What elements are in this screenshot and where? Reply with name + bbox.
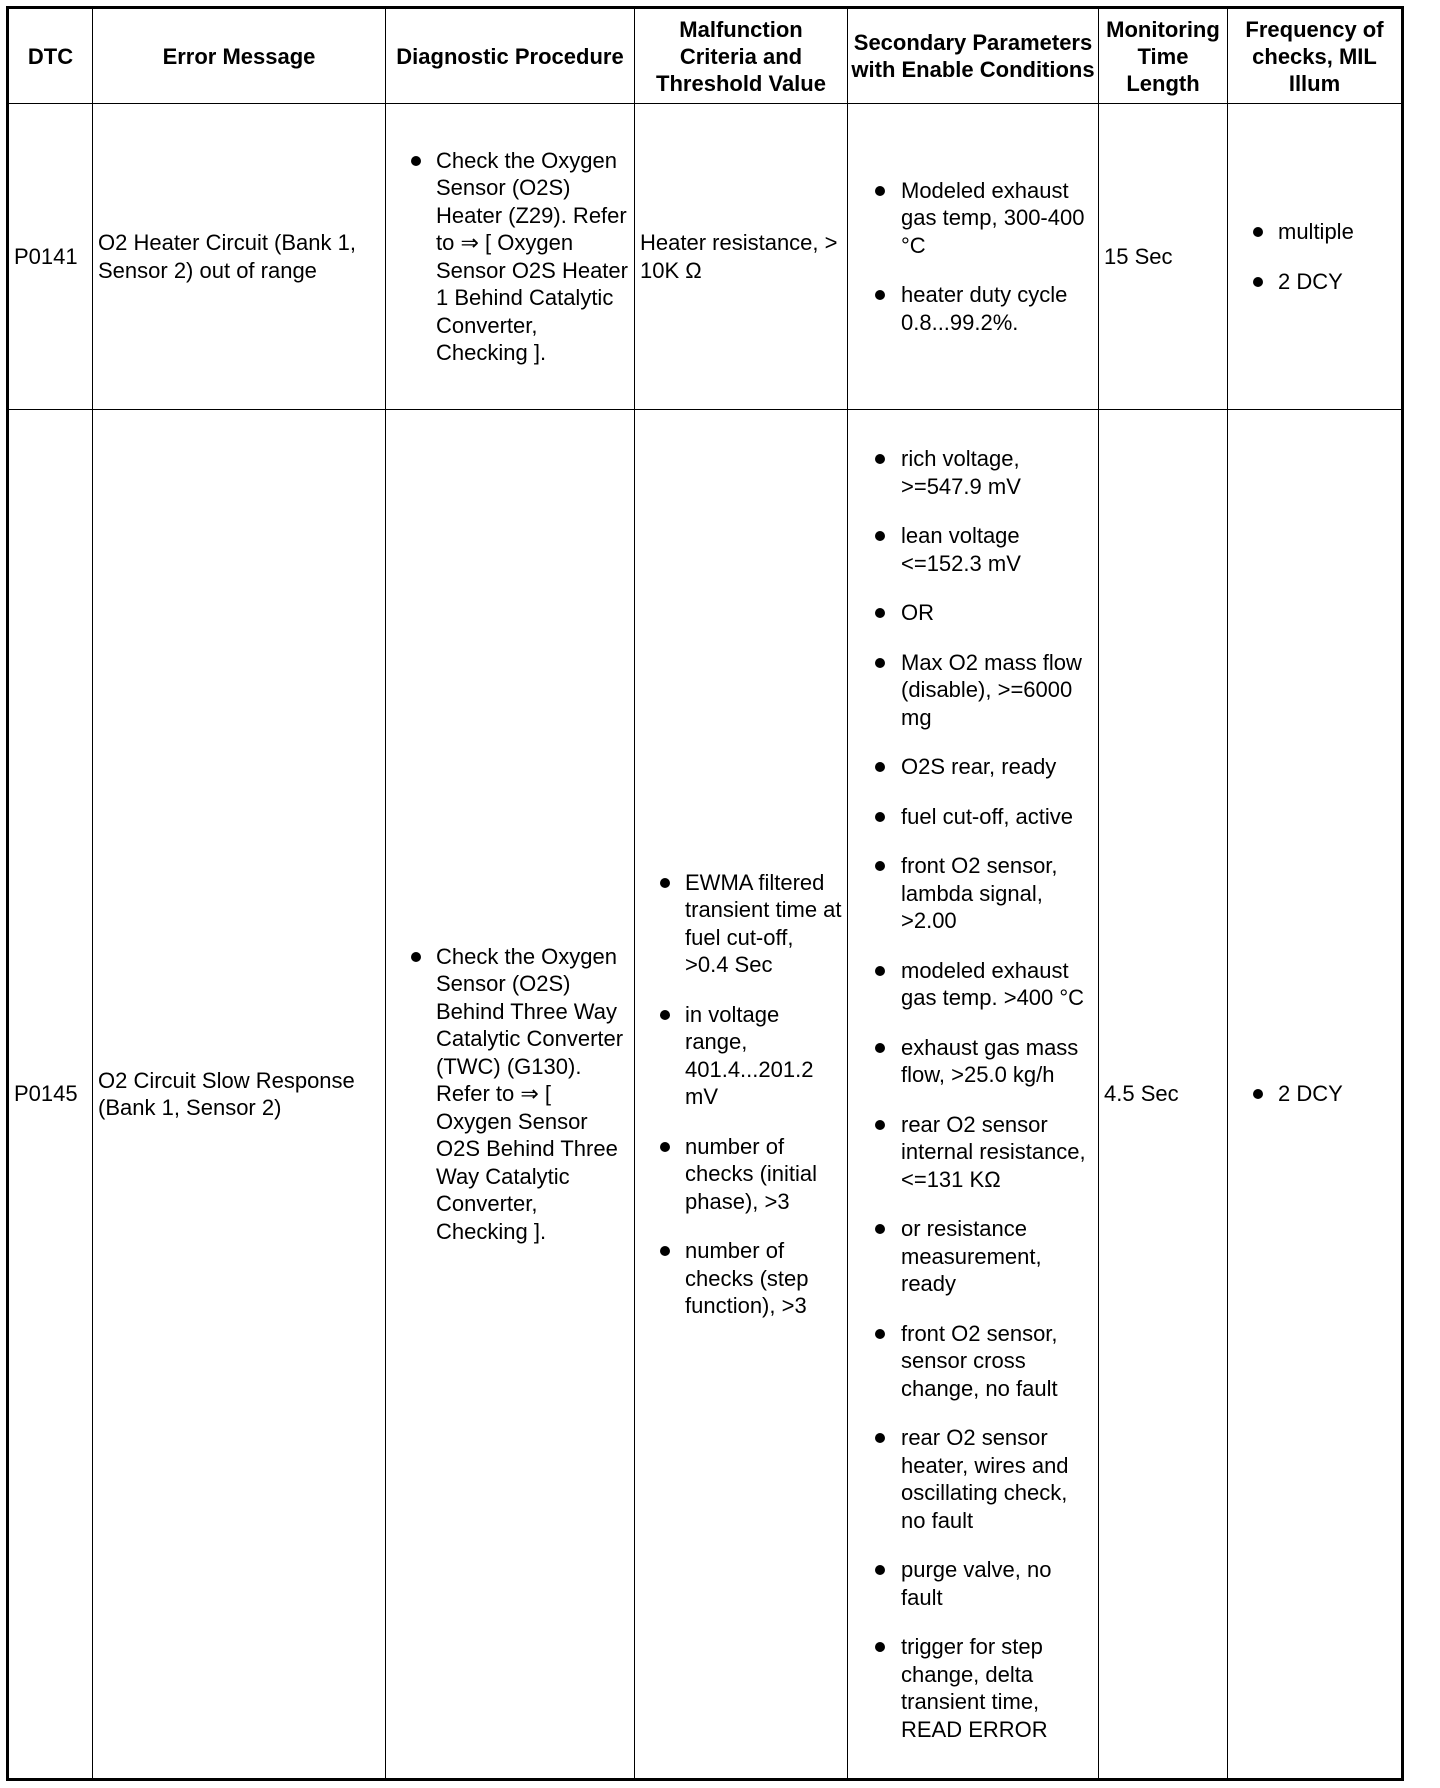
malfunction-criteria bbox=[635, 410, 848, 1780]
bullet-icon bbox=[411, 952, 421, 962]
list-item-text: front O2 sensor, lambda signal, >2.00 bbox=[901, 853, 1058, 933]
bullet-icon bbox=[1253, 277, 1263, 287]
list-item bbox=[853, 1320, 1093, 1403]
list-item bbox=[853, 1424, 1093, 1534]
list-item bbox=[853, 522, 1093, 577]
list-item bbox=[853, 445, 1093, 500]
list-item-text: exhaust gas mass flow, >25.0 kg/h bbox=[901, 1034, 1079, 1087]
bullet-icon bbox=[1253, 1089, 1263, 1099]
bullet-icon bbox=[875, 1043, 885, 1053]
list-item-text: EWMA filtered transient time at fuel cut-off, >0.4 Sec bbox=[685, 869, 842, 977]
bullet-icon bbox=[875, 290, 885, 300]
bullet-icon bbox=[875, 531, 885, 541]
header-malfunction-criteria: Malfunction Criteria and Threshold Value bbox=[635, 8, 848, 104]
dtc-table bbox=[6, 6, 1404, 1781]
list-item-text: 2 DCY bbox=[1278, 268, 1343, 294]
list-item-text: Max O2 mass flow (disable), >=6000 mg bbox=[901, 649, 1082, 730]
frequency bbox=[1228, 410, 1403, 1780]
bullet-icon bbox=[875, 186, 885, 196]
diagnostic-procedure bbox=[386, 410, 635, 1780]
malfunction-criteria: Heater resistance, > 10K Ω bbox=[635, 104, 848, 410]
header-diagnostic-procedure: Diagnostic Procedure bbox=[386, 8, 635, 104]
table-row bbox=[8, 410, 1403, 1780]
list-item bbox=[853, 1034, 1093, 1089]
list-item bbox=[853, 1633, 1093, 1743]
bullet-icon bbox=[875, 608, 885, 618]
error-message: O2 Heater Circuit (Bank 1, Sensor 2) out of range bbox=[93, 104, 386, 410]
list-item-text: number of checks (initial phase), >3 bbox=[685, 1133, 818, 1214]
list-item bbox=[853, 281, 1093, 336]
header-error-message: Error Message bbox=[93, 8, 386, 104]
list-item bbox=[1233, 268, 1396, 296]
list-item-text: front O2 sensor, sensor cross change, no fault bbox=[901, 1320, 1058, 1401]
list-item-text: trigger for step change, delta transient time, READ ERROR bbox=[901, 1634, 1048, 1742]
list-item bbox=[853, 852, 1093, 935]
list-item bbox=[391, 943, 629, 1246]
list-item-text: lean voltage <=152.3 mV bbox=[901, 523, 1021, 576]
list-item-text: in voltage range, 401.4...201.2 mV bbox=[685, 1001, 814, 1109]
list-item bbox=[853, 803, 1093, 831]
list-item-text: Modeled exhaust gas temp, 300-400 °C bbox=[901, 177, 1085, 258]
list-item-text: rear O2 sensor internal resistance, <=131 KΩ bbox=[901, 1111, 1086, 1192]
list-item-text: O2S rear, ready bbox=[901, 754, 1057, 779]
header-dtc: DTC bbox=[8, 8, 93, 104]
list-item-text: multiple bbox=[1278, 219, 1354, 244]
list-item-text: rich voltage, >=547.9 mV bbox=[901, 446, 1021, 499]
diagnostic-procedure bbox=[386, 104, 635, 410]
list-item bbox=[640, 1237, 842, 1320]
list-item bbox=[640, 1133, 842, 1216]
table-row bbox=[8, 104, 1403, 410]
error-message: O2 Circuit Slow Response (Bank 1, Sensor 2) bbox=[93, 410, 386, 1780]
list-item-text: number of checks (step function), >3 bbox=[685, 1238, 809, 1318]
bullet-icon bbox=[875, 1224, 885, 1234]
header-secondary-parameters: Secondary Parameters with Enable Conditions bbox=[848, 8, 1099, 104]
header-monitoring-time: Monitoring Time Length bbox=[1099, 8, 1228, 104]
secondary-list bbox=[853, 177, 1093, 337]
frequency-list bbox=[1233, 1080, 1396, 1108]
list-item-text: Check the Oxygen Sensor (O2S) Heater (Z29). Refer to ⇒ [ Oxygen Sensor O2S Heater 1 Behind Catalytic Converter, Checking ]. bbox=[436, 147, 628, 365]
bullet-icon bbox=[875, 812, 885, 822]
list-item bbox=[853, 1215, 1093, 1298]
list-item-text: modeled exhaust gas temp. >400 °C bbox=[901, 957, 1085, 1010]
monitoring-time: 15 Sec bbox=[1099, 104, 1228, 410]
header-row bbox=[8, 8, 1403, 104]
list-item bbox=[853, 957, 1093, 1012]
bullet-icon bbox=[660, 1246, 670, 1256]
dtc-code: P0141 bbox=[8, 104, 93, 410]
frequency bbox=[1228, 104, 1403, 410]
list-item-text: or resistance measurement, ready bbox=[901, 1216, 1042, 1296]
bullet-icon bbox=[875, 454, 885, 464]
list-item bbox=[1233, 218, 1396, 246]
bullet-icon bbox=[875, 1120, 885, 1130]
list-item bbox=[640, 869, 842, 979]
list-item-text: OR bbox=[901, 600, 934, 625]
list-item-text: rear O2 sensor heater, wires and oscillating check, no fault bbox=[901, 1425, 1069, 1533]
dtc-code: P0145 bbox=[8, 410, 93, 1780]
bullet-icon bbox=[875, 762, 885, 772]
list-item-text: fuel cut-off, active bbox=[901, 803, 1074, 829]
bullet-icon bbox=[411, 156, 421, 166]
bullet-icon bbox=[660, 878, 670, 888]
bullet-icon bbox=[875, 1329, 885, 1339]
list-item bbox=[391, 147, 629, 367]
bullet-icon bbox=[875, 861, 885, 871]
frequency-list bbox=[1233, 218, 1396, 295]
header-frequency: Frequency of checks, MIL Illum bbox=[1228, 8, 1403, 104]
list-item bbox=[1233, 1080, 1396, 1108]
bullet-icon bbox=[875, 1642, 885, 1652]
procedure-list bbox=[391, 147, 629, 367]
list-item bbox=[853, 1111, 1093, 1194]
list-item-text: 2 DCY bbox=[1278, 1081, 1343, 1107]
bullet-icon bbox=[875, 966, 885, 976]
secondary-list bbox=[853, 445, 1093, 1743]
list-item-text: heater duty cycle 0.8...99.2%. bbox=[901, 282, 1068, 335]
list-item bbox=[853, 1556, 1093, 1611]
list-item-text: purge valve, no fault bbox=[901, 1557, 1052, 1610]
list-item bbox=[853, 599, 1093, 627]
bullet-icon bbox=[660, 1142, 670, 1152]
secondary-parameters bbox=[848, 410, 1099, 1780]
bullet-icon bbox=[875, 1565, 885, 1575]
list-item bbox=[853, 177, 1093, 260]
list-item bbox=[640, 1001, 842, 1111]
procedure-list bbox=[391, 943, 629, 1246]
bullet-icon bbox=[875, 658, 885, 668]
bullet-icon bbox=[875, 1433, 885, 1443]
bullet-icon bbox=[660, 1010, 670, 1020]
criteria-list bbox=[640, 869, 842, 1320]
secondary-parameters bbox=[848, 104, 1099, 410]
list-item bbox=[853, 649, 1093, 732]
list-item bbox=[853, 753, 1093, 781]
monitoring-time: 4.5 Sec bbox=[1099, 410, 1228, 1780]
bullet-icon bbox=[1253, 227, 1263, 237]
list-item-text: Check the Oxygen Sensor (O2S) Behind Three Way Catalytic Converter (TWC) (G130). Refer to ⇒ [ Oxygen Sensor O2S Behind Three Way Catalytic Converter, Checking ]. bbox=[436, 943, 624, 1244]
